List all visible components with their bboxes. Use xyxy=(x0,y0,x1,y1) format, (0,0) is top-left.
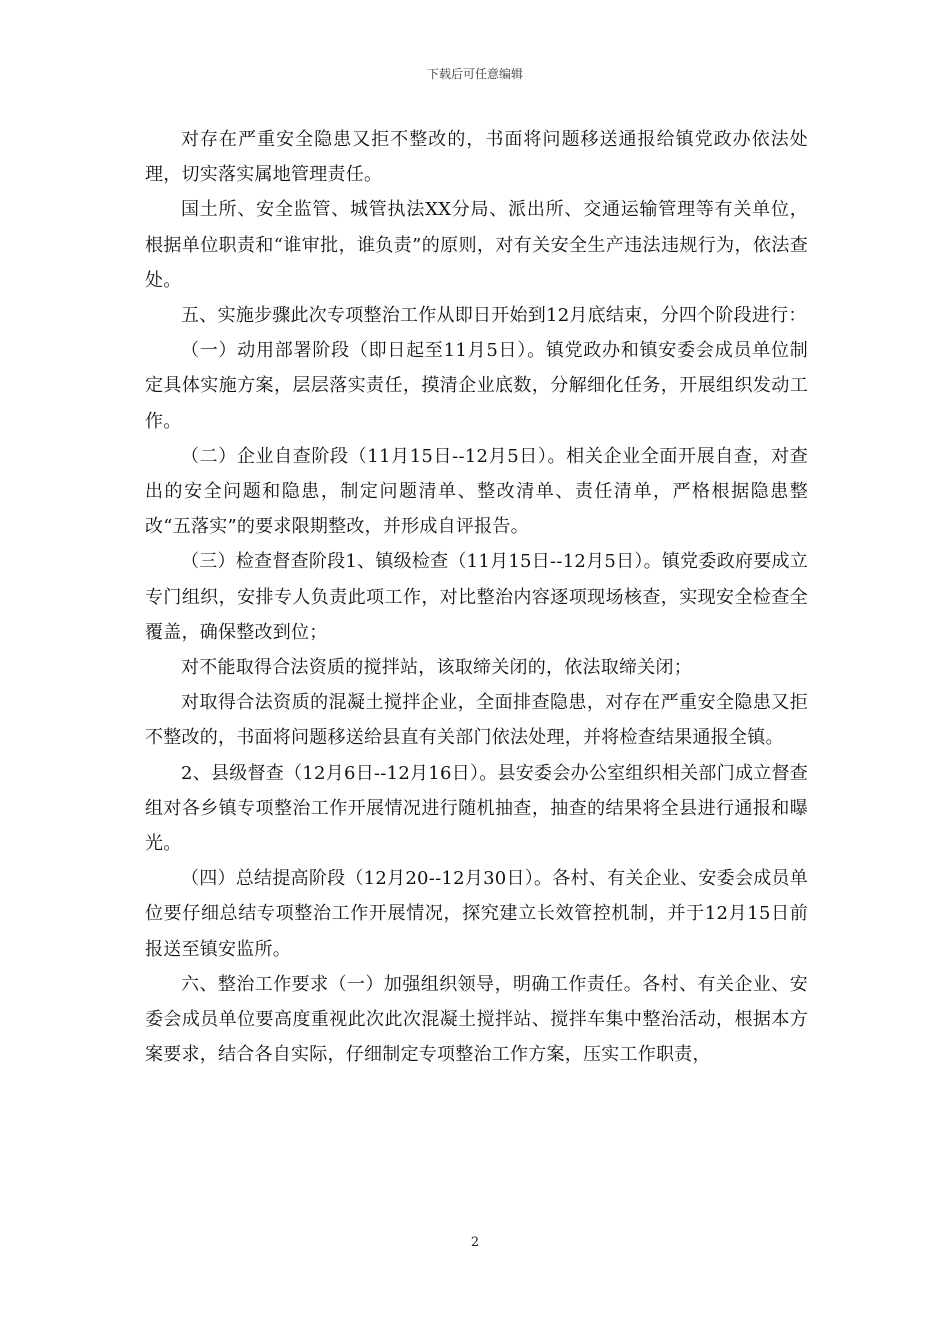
paragraph: 对存在严重安全隐患又拒不整改的，书面将问题移送通报给镇党政办依法处理，切实落实属地管理责任。 xyxy=(145,129,808,186)
paragraph: 六、整治工作要求（一）加强组织领导，明确工作责任。各村、有关企业、安委会成员单位要高度重视此次此次混凝土搅拌站、搅拌车集中整治活动，根据本方案要求，结合各自实际，仔细制定专项整治工作方案，压实工作职责， xyxy=(145,973,808,1066)
paragraph: 对不能取得合法资质的搅拌站，该取缔关闭的，依法取缔关闭； xyxy=(181,657,692,679)
paragraph: （三）检查督查阶段1、镇级检查（11月15日--12月5日）。镇党委政府要成立专门组织，安排专人负责此项工作，对比整治内容逐项现场核查，实现安全检查全覆盖，确保整改到位； xyxy=(145,551,808,643)
paragraph: 国土所、安全监管、城管执法XX分局、派出所、交通运输管理等有关单位，根据单位职责和“谁审批，谁负责”的原则，对有关安全生产违法违规行为，依法查处。 xyxy=(145,199,808,291)
paragraph: （四）总结提高阶段（12月20--12月30日）。各村、有关企业、安委会成员单位要仔细总结专项整治工作开展情况，探究建立长效管控机制，并于12月15日前报送至镇安监所。 xyxy=(145,868,808,960)
paragraph: 2、县级督查（12月6日--12月16日）。县安委会办公室组织相关部门成立督查组对各乡镇专项整治工作开展情况进行随机抽查，抽查的结果将全县进行通报和曝光。 xyxy=(145,762,808,855)
page-header: 下载后可任意编辑 xyxy=(426,67,523,81)
paragraph: 对取得合法资质的混凝土搅拌企业，全面排查隐患，对存在严重安全隐患又拒不整改的，书面将问题移送给县直有关部门依法处理，并将检查结果通报全镇。 xyxy=(145,692,808,749)
document-body xyxy=(145,122,808,1072)
paragraph: （一）动用部署阶段（即日起至11月5日）。镇党政办和镇安委会成员单位制定具体实施方案，层层落实责任，摸清企业底数，分解细化任务，开展组织发动工作。 xyxy=(145,340,808,432)
paragraph: 五、实施步骤此次专项整治工作从即日开始到12月底结束，分四个阶段进行： xyxy=(181,305,807,327)
page-number: 2 xyxy=(470,1235,480,1250)
paragraph: （二）企业自查阶段（11月15日--12月5日）。相关企业全面开展自查，对查出的安全问题和隐患，制定问题清单、整改清单、责任清单，严格根据隐患整改“五落实”的要求限期整改，并形成自评报告。 xyxy=(145,445,808,538)
